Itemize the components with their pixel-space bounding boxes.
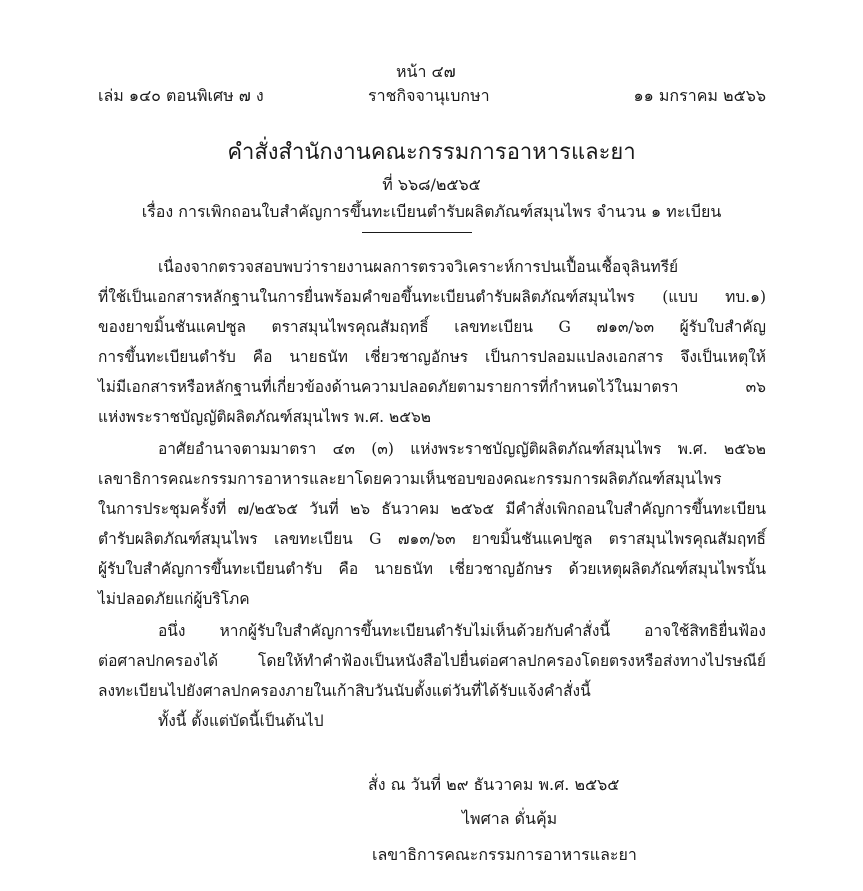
body-line: การขึ้นทะเบียนตำรับ คือ นายธนัท เชี่ยวชาญอักษร เป็นการปลอมแปลงเอกสาร จึงเป็นเหตุให้ bbox=[98, 348, 766, 366]
order-title: คำสั่งสำนักงานคณะกรรมการอาหารและยา bbox=[227, 140, 636, 165]
signatory-position: เลขาธิการคณะกรรมการอาหารและยา bbox=[372, 845, 637, 864]
body-line: ต่อศาลปกครองได้ โดยให้ทำคำฟ้องเป็นหนังสือไปยื่นต่อศาลปกครองโดยตรงหรือส่งทางไปรษณีย์ bbox=[98, 652, 766, 670]
body-line: แห่งพระราชบัญญัติผลิตภัณฑ์สมุนไพร พ.ศ. ๒๕๖๒ bbox=[98, 408, 432, 426]
body-line: ไม่ปลอดภัยแก่ผู้บริโภค bbox=[98, 590, 250, 608]
body-line: ในการประชุมครั้งที่ ๗/๒๕๖๕ วันที่ ๒๖ ธันวาคม ๒๕๖๕ มีคำสั่งเพิกถอนใบสำคัญการขึ้นทะเบียน bbox=[98, 500, 766, 518]
title-divider bbox=[362, 232, 472, 233]
gazette-page-number: หน้า ๔๗ bbox=[396, 62, 456, 81]
body-line: เนื่องจากตรวจสอบพบว่ารายงานผลการตรวจวิเคราะห์การปนเปื้อนเชื้อจุลินทรีย์ bbox=[158, 258, 679, 276]
body-line: ไม่มีเอกสารหรือหลักฐานที่เกี่ยวข้องด้านความปลอดภัยตามรายการที่กำหนดไว้ในมาตรา ๓๖ bbox=[98, 378, 766, 396]
body-line: ตำรับผลิตภัณฑ์สมุนไพร เลขทะเบียน G ๗๑๓/๖๓ ยาขมิ้นชันแคปซูล ตราสมุนไพรคุณสัมฤทธิ์ bbox=[98, 530, 766, 548]
gazette-name: ราชกิจจานุเบกษา bbox=[368, 86, 490, 105]
body-line: ทั้งนี้ ตั้งแต่บัดนี้เป็นต้นไป bbox=[158, 712, 324, 730]
body-line: ผู้รับใบสำคัญการขึ้นทะเบียนตำรับ คือ นายธนัท เชี่ยวชาญอักษร ด้วยเหตุผลิตภัณฑ์สมุนไพรนั้น bbox=[98, 560, 766, 578]
order-number: ที่ ๖๖๘/๒๕๖๕ bbox=[382, 175, 481, 194]
body-line: อนึ่ง หากผู้รับใบสำคัญการขึ้นทะเบียนตำรับไม่เห็นด้วยกับคำสั่งนี้ อาจใช้สิทธิยื่นฟ้อง bbox=[158, 622, 766, 640]
body-line: ของยาขมิ้นชันแคปซูล ตราสมุนไพรคุณสัมฤทธิ์ เลขทะเบียน G ๗๑๓/๖๓ ผู้รับใบสำคัญ bbox=[98, 318, 766, 336]
body-line: ลงทะเบียนไปยังศาลปกครองภายในเก้าสิบวันนับตั้งแต่วันที่ได้รับแจ้งคำสั่งนี้ bbox=[98, 682, 591, 700]
body-line: ที่ใช้เป็นเอกสารหลักฐานในการยื่นพร้อมคำขอขึ้นทะเบียนตำรับผลิตภัณฑ์สมุนไพร (แบบ ทบ.๑) bbox=[98, 288, 766, 306]
body-line: เลขาธิการคณะกรรมการอาหารและยาโดยความเห็นชอบของคณะกรรมการผลิตภัณฑ์สมุนไพร bbox=[98, 470, 722, 488]
gazette-date: ๑๑ มกราคม ๒๕๖๖ bbox=[633, 86, 766, 105]
order-subject: เรื่อง การเพิกถอนใบสำคัญการขึ้นทะเบียนตำรับผลิตภัณฑ์สมุนไพร จำนวน ๑ ทะเบียน bbox=[141, 202, 722, 221]
signature-date: สั่ง ณ วันที่ ๒๙ ธันวาคม พ.ศ. ๒๕๖๕ bbox=[368, 775, 620, 794]
signatory-name: ไพศาล ดั่นคุ้ม bbox=[462, 809, 558, 828]
gazette-volume: เล่ม ๑๔๐ ตอนพิเศษ ๗ ง bbox=[98, 86, 264, 105]
body-line: อาศัยอำนาจตามมาตรา ๔๓ (๓) แห่งพระราชบัญญัติผลิตภัณฑ์สมุนไพร พ.ศ. ๒๕๖๒ bbox=[158, 440, 766, 458]
